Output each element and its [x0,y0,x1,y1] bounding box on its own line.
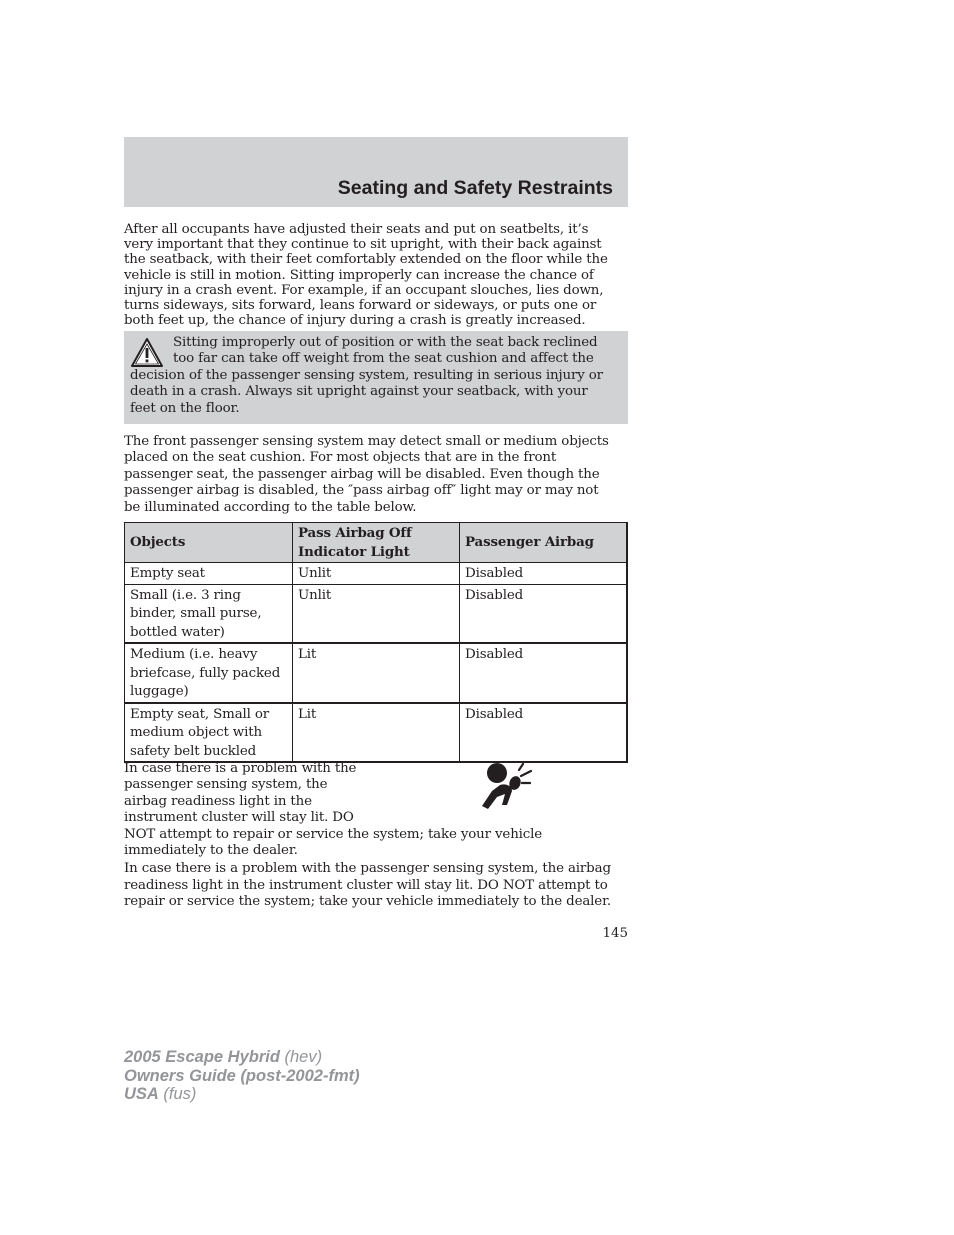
section-header-band [124,137,628,207]
footer-line-3: USA (fus) [124,1085,197,1103]
cell-airbag: Disabled [460,563,628,585]
table-header-row [125,523,628,563]
table-row [125,563,628,585]
problem-paragraph-2: In case there is a problem with the passenger sensing system, the airbag readiness light in the instrument cluster will stay lit. DO NOT attempt to repair or service the system; take your vehicle immediately to the dealer. [124,861,611,910]
problem-paragraph-1: In case there is a problem with the passenger sensing system, the airbag readiness light in the instrument cluster will stay lit. DO NOT attempt to repair or service the system; take your vehicle immediately to the dealer. [124,761,543,859]
table-row [125,703,628,763]
cell-objects: Empty seat, Small or medium object with safety belt buckled [125,703,293,763]
airbag-readiness-icon [479,761,535,813]
cell-light: Unlit [293,584,460,643]
page-number: 145 [602,926,628,941]
table-row [125,643,628,703]
cell-airbag: Disabled [460,584,628,643]
cell-objects: Medium (i.e. heavy briefcase, fully packed luggage) [125,643,293,703]
header-objects: Objects [125,523,293,563]
table-row [125,584,628,643]
footer-line-2: Owners Guide (post-2002-fmt) [124,1066,360,1085]
cell-airbag: Disabled [460,643,628,703]
document-footer [124,1048,360,1104]
warning-text: Sitting improperly out of position or with the seat back reclined too far can take off weight from the seat cushion and affect the decision of the passenger sensing system, resulting in serious injury or death in a crash. Always sit upright against your seatback, with your feet on the floor. [130,335,603,416]
airbag-status-table [124,522,628,763]
sensing-paragraph: The front passenger sensing system may detect small or medium objects placed on the seat cushion. For most objects that are in the front passenger seat, the passenger airbag will be disabled. Even though the passenger airbag is disabled, the ″pass airbag off″ light may or may not be illuminated according to the table below. [124,434,609,515]
section-title: Seating and Safety Restraints [337,177,613,199]
cell-light: Lit [293,643,460,703]
cell-light: Unlit [293,563,460,585]
cell-light: Lit [293,703,460,763]
warning-box [124,331,628,424]
cell-objects: Small (i.e. 3 ring binder, small purse, bottled water) [125,584,293,643]
intro-paragraph: After all occupants have adjusted their seats and put on seatbelts, it’s very important that they continue to sit upright, with their back against the seatback, with their feet comfortably extended on the floor while the vehicle is still in motion. Sitting improperly can increase the chance of injury in a crash event. For example, if an occupant slouches, lies down, turns sideways, sits forward, leans forward or sideways, or puts one or both feet up, the chance of injury during a crash is greatly increased. [124,222,608,329]
footer-line-1: 2005 Escape Hybrid (hev) [124,1048,323,1066]
header-indicator-light: Pass Airbag Off Indicator Light [293,523,460,563]
cell-objects: Empty seat [125,563,293,585]
cell-airbag: Disabled [460,703,628,763]
header-passenger-airbag: Passenger Airbag [460,523,628,563]
